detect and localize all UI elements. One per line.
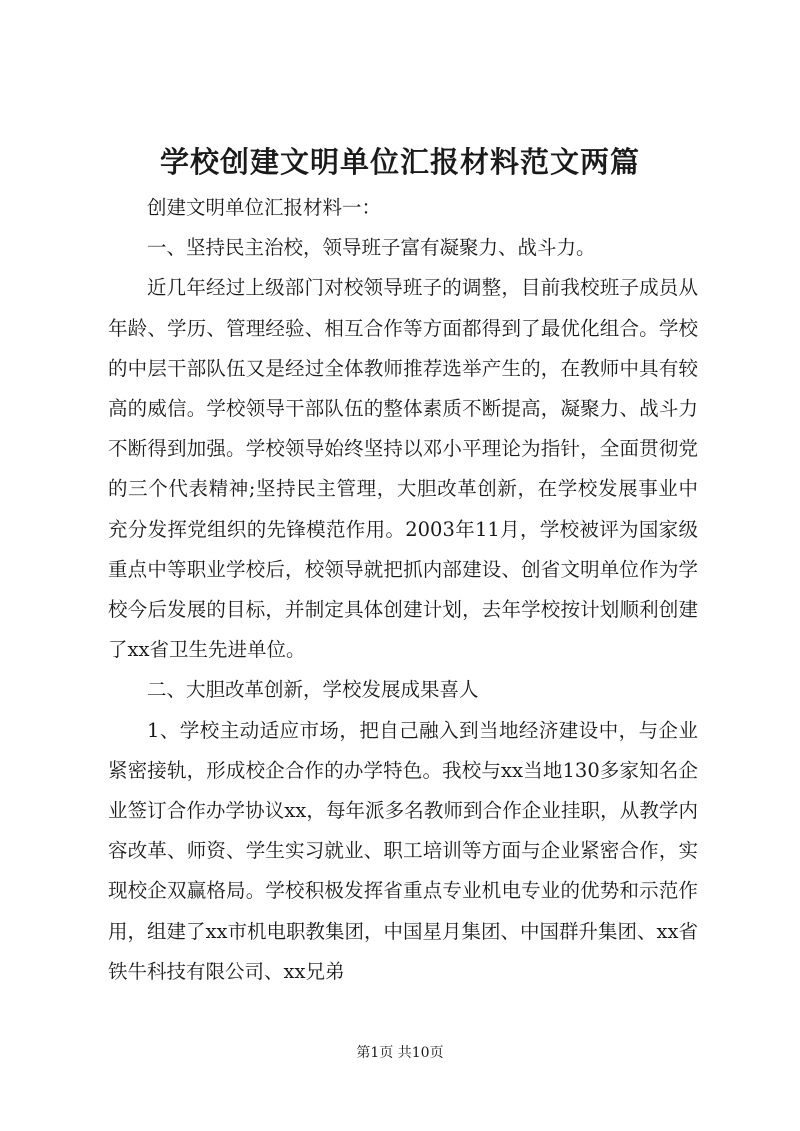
page-footer: 第1页 共10页 [356, 1045, 444, 1061]
section-heading: 创建文明单位汇报材料一： [147, 196, 382, 219]
body-paragraph: 近几年经过上级部门对校领导班子的调整，目前我校班子成员从年龄、学历、管理经验、相互合作等方面都得到了最优化组合。学校的中层干部队伍又是经过全体教师推荐选举产生的，在教师中具有较高的威信。学校领导干部队伍的整体素质不断提高，凝聚力、战斗力不断得到加强。学校领导始终坚持以邓小平理论为指针，全面贯彻党的三个代表精神;坚持民主管理，大胆改革创新，在学校发展事业中充分发挥党组织的先锋模范作用。2003年11月，学校被评为国家级重点中等职业学校后，校领导就把抓内部建设、创省文明单位作为学校今后发展的目标，并制定具体创建计划，去年学校按计划顺利创建了xx省卫生先进单位。 [108, 276, 698, 662]
subsection-heading: 一、坚持民主治校，领导班子富有凝聚力、战斗力。 [147, 236, 596, 260]
body-paragraph: 1、学校主动适应市场，把自己融入到当地经济建设中，与企业紧密接轨，形成校企合作的办学特色。我校与xx当地130多家知名企业签订合作办学协议xx，每年派多名教师到合作企业挂职，从教学内容改革、师资、学生实习就业、职工培训等方面与企业紧密合作，实现校企双赢格局。学校积极发挥省重点专业机电专业的优势和示范作用，组建了xx市机电职教集团，中国星月集团、中国群升集团、xx省铁牛科技有限公司、xx兄弟 [108, 718, 698, 983]
document-title: 学校创建文明单位汇报材料范文两篇 [159, 145, 640, 179]
subsection-heading: 二、大胆改革创新，学校发展成果喜人 [147, 678, 479, 702]
document-body [108, 188, 698, 992]
